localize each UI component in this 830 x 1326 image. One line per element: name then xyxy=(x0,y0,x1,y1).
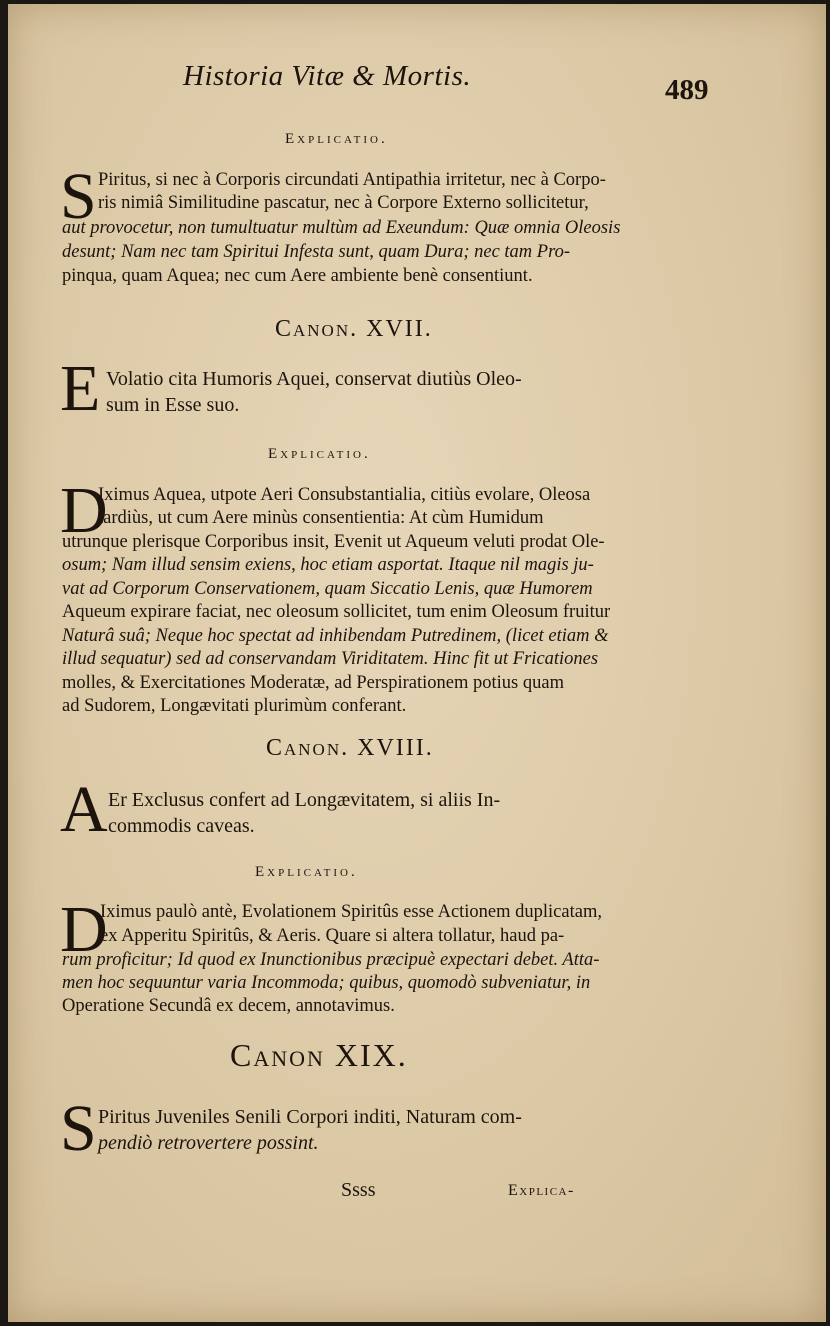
text-line: sum in Esse suo. xyxy=(106,394,240,416)
canon-title: Canon XIX. xyxy=(230,1037,408,1073)
text-line: Piritus, si nec à Corporis circundati Antipathia irritetur, nec à Corpo- xyxy=(98,170,606,190)
text-line: Er Exclusus confert ad Longævitatem, si aliis In- xyxy=(108,789,501,811)
text-line: rum proficitur; Id quod ex Inunctionibus præcipuè expectari debet. Atta- xyxy=(62,950,600,970)
drop-cap: D xyxy=(60,893,108,966)
text-line: Operatione Secundâ ex decem, annotavimus. xyxy=(62,996,395,1016)
text-line: illud sequatur) sed ad conservandam Viriditatem. Hinc fit ut Fricationes xyxy=(62,649,599,669)
text-line: desunt; Nam nec tam Spiritui Infesta sunt, quam Dura; nec tam Pro- xyxy=(62,242,571,262)
explicatio-heading: Explicatio. xyxy=(268,446,371,462)
paragraph xyxy=(62,789,638,844)
text-line: Iximus paulò antè, Evolationem Spiritûs esse Actionem duplicatam, xyxy=(100,902,602,922)
text-line: men hoc sequuntur varia Incommoda; quibus, quomodò subveniatur, in xyxy=(62,973,591,993)
paragraph xyxy=(62,1106,638,1161)
text-line: Naturâ suâ; Neque hoc spectat ad inhibendam Putredinem, (licet etiam & xyxy=(62,626,609,646)
drop-cap: A xyxy=(60,773,108,846)
drop-cap: D xyxy=(60,474,108,547)
text-line: Aqueum expirare faciat, nec oleosum sollicitet, tum enim Oleosum fruitur xyxy=(62,602,611,622)
explicatio-heading: Explicatio. xyxy=(255,864,358,880)
text-line: Iximus Aquea, utpote Aeri Consubstantialia, citiùs evolare, Oleosa xyxy=(98,485,591,505)
canon-title: Canon. XVIII. xyxy=(266,735,434,761)
book-page xyxy=(8,4,826,1322)
drop-cap: S xyxy=(60,1092,97,1165)
text-line: pinqua, quam Aquea; nec cum Aere ambiente benè consentiunt. xyxy=(62,266,533,286)
text-line: tardiùs, ut cum Aere minùs consentientia: At cùm Humidum xyxy=(98,508,544,528)
signature-mark: Ssss xyxy=(341,1179,376,1201)
paragraph xyxy=(62,902,638,1022)
text-line: Piritus Juveniles Senili Corpori inditi, Naturam com- xyxy=(98,1106,522,1128)
text-line: ex Apperitu Spiritûs, & Aeris. Quare si altera tollatur, haud pa- xyxy=(100,926,565,946)
text-line: aut provocetur, non tumultuatur multùm ad Exeundum: Quæ omnia Oleosis xyxy=(62,218,621,238)
catchword: Explica- xyxy=(508,1182,575,1199)
paragraph xyxy=(62,368,638,423)
text-line: osum; Nam illud sensim exiens, hoc etiam asportat. Itaque nil magis ju- xyxy=(62,555,594,575)
page-number: 489 xyxy=(665,74,709,106)
text-line: pendiò retrovertere possint. xyxy=(98,1132,319,1154)
text-line: ad Sudorem, Longævitati plurimùm conferant. xyxy=(62,696,407,716)
text-line: utrunque plerisque Corporibus insit, Evenit ut Aqueum veluti prodat Ole- xyxy=(62,532,605,552)
drop-cap: E xyxy=(60,352,101,425)
running-head: Historia Vitæ & Mortis. xyxy=(183,60,472,92)
text-line: vat ad Corporum Conservationem, quam Siccatio Lenis, quæ Humorem xyxy=(62,579,593,599)
paragraph xyxy=(62,485,638,720)
drop-cap: S xyxy=(60,160,97,233)
text-line: ris nimiâ Similitudine pascatur, nec à Corpore Externo sollicitetur, xyxy=(98,193,589,213)
canon-title: Canon. XVII. xyxy=(275,316,433,342)
text-line: commodis caveas. xyxy=(108,815,255,837)
explicatio-heading: Explicatio. xyxy=(285,131,388,147)
paragraph xyxy=(62,170,638,295)
text-line: Volatio cita Humoris Aquei, conservat diutiùs Oleo- xyxy=(106,368,522,390)
text-line: molles, & Exercitationes Moderatæ, ad Perspirationem potius quam xyxy=(62,673,564,693)
